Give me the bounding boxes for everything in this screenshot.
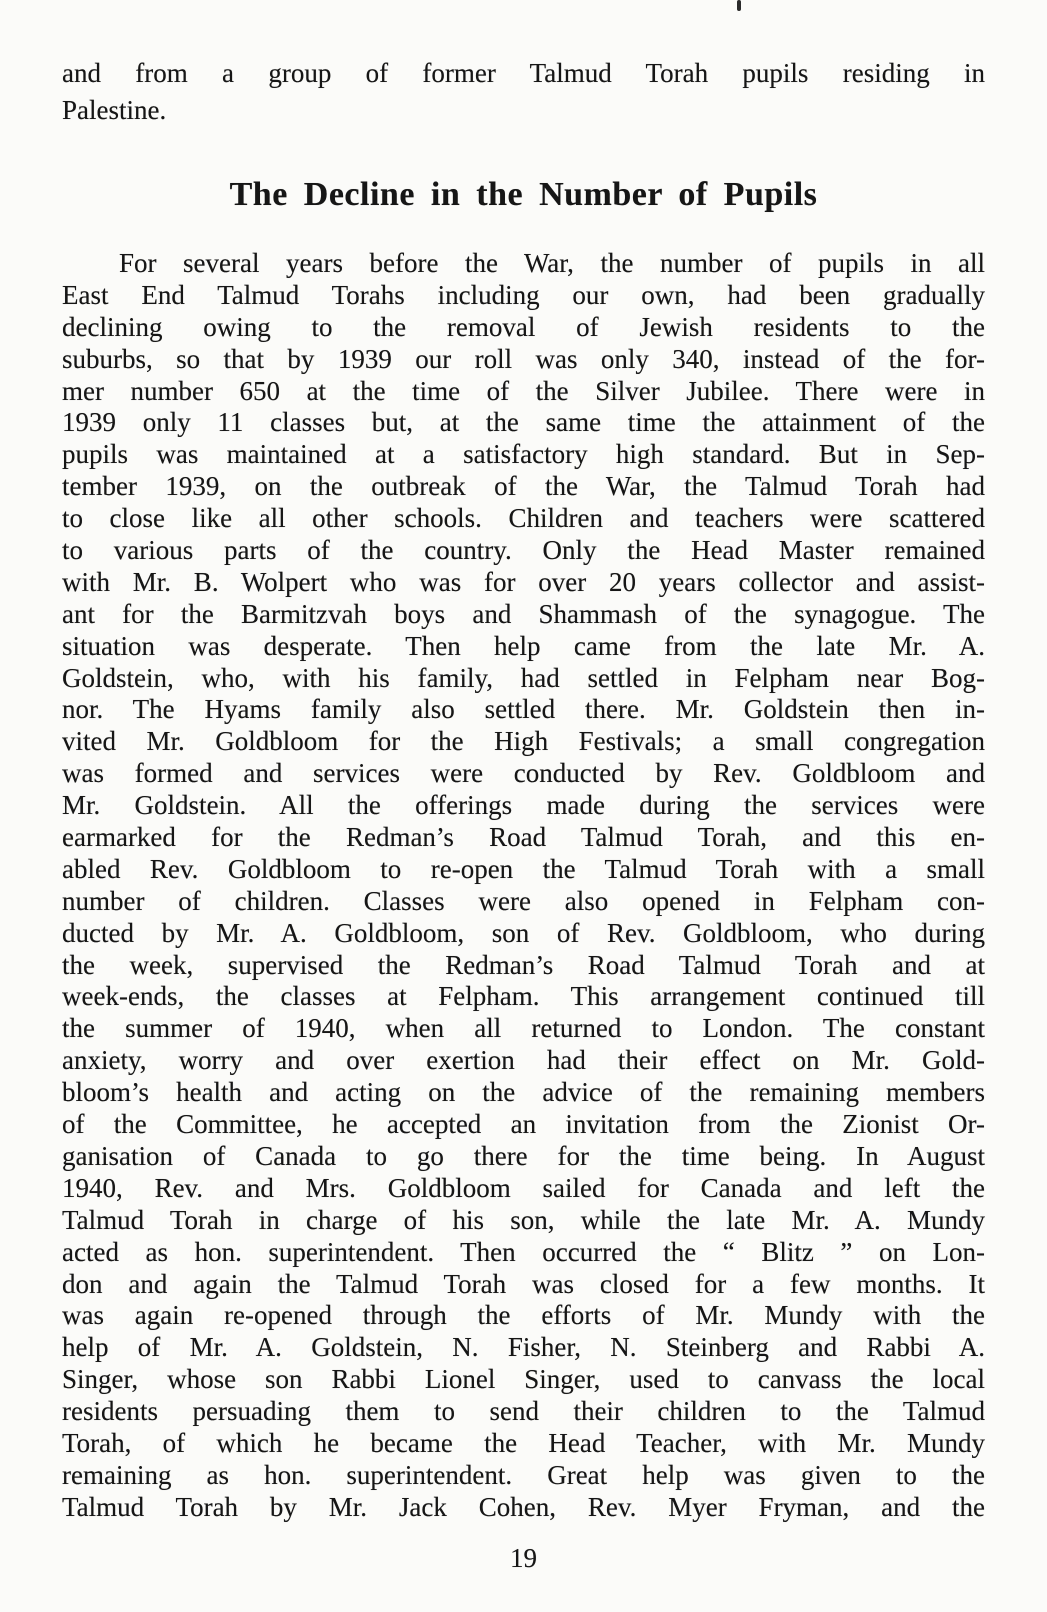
text-line: acted as hon. superintendent. Then occurred the “ Blitz ” on Lon- (62, 1236, 985, 1267)
text-line: ant for the Barmitzvah boys and Shammash of the synagogue. The (62, 598, 985, 629)
text-line: Mr. Goldstein. All the offerings made during the services were (62, 790, 985, 821)
intro-paragraph (62, 55, 985, 129)
page-number: 19 (510, 1543, 537, 1573)
text-line: East End Talmud Torahs including our own, had been gradually (62, 279, 985, 310)
text-line: anxiety, worry and over exertion had their effect on Mr. Gold- (62, 1045, 985, 1076)
text-line: situation was desperate. Then help came from the late Mr. A. (62, 630, 985, 661)
text-line: the week, supervised the Redman’s Road Talmud Torah and at (62, 949, 985, 980)
text-line: Talmud Torah in charge of his son, while the late Mr. A. Mundy (62, 1204, 985, 1235)
text-line: 1939 only 11 classes but, at the same time the attainment of the (62, 407, 985, 438)
text-line: Goldstein, who, with his family, had settled in Felpham near Bog- (62, 662, 985, 693)
text-line: Palestine. (62, 95, 167, 125)
text-line: help of Mr. A. Goldstein, N. Fisher, N. Steinberg and Rabbi A. (62, 1332, 985, 1363)
text-line: suburbs, so that by 1939 our roll was only 340, instead of the for- (62, 343, 985, 374)
text-line: vited Mr. Goldbloom for the High Festivals; a small congregation (62, 726, 985, 757)
text-line: pupils was maintained at a satisfactory high standard. But in Sep- (62, 439, 985, 470)
text-line: ducted by Mr. A. Goldbloom, son of Rev. Goldbloom, who during (62, 917, 985, 948)
text-line: the summer of 1940, when all returned to London. The constant (62, 1013, 985, 1044)
text-line: Talmud Torah by Mr. Jack Cohen, Rev. Myer Fryman, and the (62, 1491, 985, 1522)
text-line: number of children. Classes were also opened in Felpham con- (62, 885, 985, 916)
text-line: week-ends, the classes at Felpham. This arrangement continued till (62, 981, 985, 1012)
text-line: was formed and services were conducted by Rev. Goldbloom and (62, 758, 985, 789)
text-line: bloom’s health and acting on the advice of the remaining members (62, 1077, 985, 1108)
text-line: 1940, Rev. and Mrs. Goldbloom sailed for Canada and left the (62, 1172, 985, 1203)
scan-artifact (737, 0, 741, 11)
text-line: and from a group of former Talmud Torah pupils residing in (62, 58, 985, 88)
text-line: For several years before the War, the number of pupils in all (119, 248, 985, 278)
text-line: remaining as hon. superintendent. Great help was given to the (62, 1459, 985, 1490)
text-line: with Mr. B. Wolpert who was for over 20 years collector and assist- (62, 566, 985, 597)
text-line: of the Committee, he accepted an invitation from the Zionist Or- (62, 1109, 985, 1140)
text-line: Torah, of which he became the Head Teacher, with Mr. Mundy (62, 1427, 985, 1458)
body-paragraph (62, 248, 985, 1524)
text-line: ganisation of Canada to go there for the time being. In August (62, 1140, 985, 1171)
text-line: don and again the Talmud Torah was closed for a few months. It (62, 1268, 985, 1299)
text-line: to various parts of the country. Only the Head Master remained (62, 535, 985, 566)
text-line: declining owing to the removal of Jewish residents to the (62, 311, 985, 342)
text-line: residents persuading them to send their children to the Talmud (62, 1396, 985, 1427)
text-line: Singer, whose son Rabbi Lionel Singer, used to canvass the local (62, 1364, 985, 1395)
text-line: tember 1939, on the outbreak of the War, the Talmud Torah had (62, 471, 985, 502)
text-line: nor. The Hyams family also settled there. Mr. Goldstein then in- (62, 694, 985, 725)
text-line: abled Rev. Goldbloom to re-open the Talmud Torah with a small (62, 853, 985, 884)
text-line: was again re-opened through the efforts of Mr. Mundy with the (62, 1300, 985, 1331)
page-title: The Decline in the Number of Pupils (229, 176, 818, 213)
text-line: earmarked for the Redman’s Road Talmud Torah, and this en- (62, 822, 985, 853)
text-line: to close like all other schools. Children and teachers were scattered (62, 503, 985, 534)
text-line: mer number 650 at the time of the Silver Jubilee. There were in (62, 375, 985, 406)
